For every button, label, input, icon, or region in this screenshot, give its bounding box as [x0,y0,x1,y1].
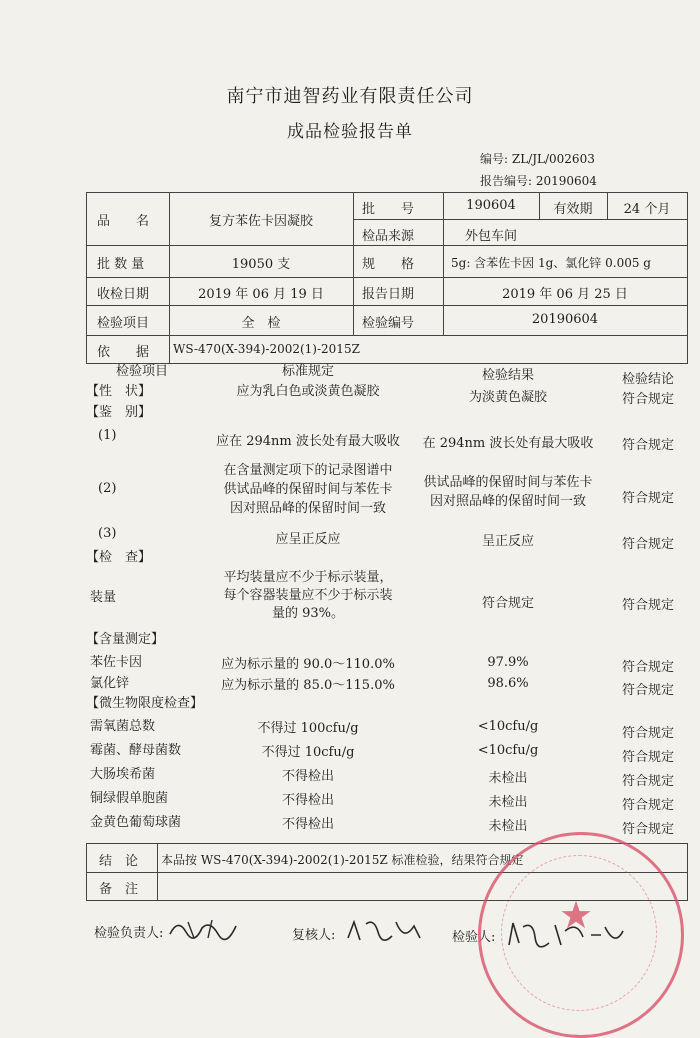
conclusion-value: 本品按 WS-470(X-394)-2002(1)-2015Z 标准检验，结果符合规定 [161,853,524,867]
product-label: 品 名 [97,214,150,229]
responsible-signature [168,914,238,947]
spec-value: 5g: 含苯佐卡因 1g、氯化锌 0.005 g [451,256,651,270]
test-item-label: 检验项目 [97,316,150,331]
m2-item: 霉菌、酵母菌数 [90,743,182,758]
m1-result: <10cfu/g [477,719,539,734]
source-value: 外包车间 [465,229,518,244]
appearance-standard: 应为乳白色或淡黄色凝胶 [236,384,380,399]
test-no-value: 20190604 [531,312,599,327]
m2-conclusion: 符合规定 [621,750,674,765]
batch-no-label: 批 号 [362,202,415,217]
m1-conclusion: 符合规定 [621,726,674,741]
report-date-label: 报告日期 [362,287,415,302]
id1-item: (1) [98,428,117,443]
section-microbial: 【微生物限度检查】 [86,696,204,711]
basis-label: 依 据 [97,345,150,360]
m5-item: 金黄色葡萄球菌 [90,815,182,830]
responsible-label: 检验负责人: [94,926,164,941]
inspector-label: 检验人: [452,930,496,945]
section-identification: 【鉴 别】 [86,405,152,420]
m5-conclusion: 符合规定 [621,822,674,837]
fill-conclusion: 符合规定 [621,598,674,613]
m4-item: 铜绿假单胞菌 [90,791,169,806]
conclusion-label: 结 论 [99,854,139,869]
m2-standard: 不得过 10cfu/g [261,745,355,760]
m3-item: 大肠埃希菌 [90,767,156,782]
quantity-label: 批 数 量 [97,257,145,272]
fill-item: 装量 [90,590,117,605]
reviewer-signature [344,916,424,951]
id2-item: (2) [98,481,117,496]
m1-item: 需氧菌总数 [90,719,156,734]
id1-conclusion: 符合规定 [621,438,674,453]
remark-label: 备 注 [99,882,139,897]
received-date-value: 2019 年 06 月 19 日 [198,287,324,302]
section-assay: 【含量测定】 [86,632,165,647]
id2-standard: 在含量测定项下的记录图谱中 供试品峰的保留时间与苯佐卡 因对照品峰的保留时间一致 [223,463,393,516]
batch-no-value: 190604 [466,198,516,213]
assay2-conclusion: 符合规定 [621,683,674,698]
m4-conclusion: 符合规定 [621,798,674,813]
quantity-value: 19050 支 [231,257,291,272]
company-seal [478,832,684,1038]
assay2-standard: 应为标示量的 85.0～115.0% [221,678,395,693]
id3-item: (3) [98,526,117,541]
assay1-item: 苯佐卡因 [90,655,143,670]
product-value: 复方苯佐卡因凝胶 [208,214,313,229]
reviewer-label: 复核人: [292,928,336,943]
basis-value: WS-470(X-394)-2002(1)-2015Z [173,342,360,356]
m3-result: 未检出 [488,771,528,786]
section-check: 【检 查】 [86,550,152,565]
col-conclusion: 检验结论 [621,372,674,387]
id2-result: 供试品峰的保留时间与苯佐卡 因对照品峰的保留时间一致 [423,475,593,509]
m1-standard: 不得过 100cfu/g [257,721,359,736]
assay1-result: 97.9% [487,655,529,670]
assay1-standard: 应为标示量的 90.0～110.0% [221,657,395,672]
id1-standard: 应在 294nm 波长处有最大吸收 [216,434,400,449]
col-item: 检验项目 [115,364,168,379]
m5-result: 未检出 [488,819,528,834]
expiry-label: 有效期 [553,202,593,217]
m3-conclusion: 符合规定 [621,774,674,789]
col-result: 检验结果 [481,368,534,383]
info-table [86,192,688,364]
id1-result: 在 294nm 波长处有最大吸收 [422,436,594,451]
id3-standard: 应呈正反应 [275,532,341,547]
test-item-value: 全 检 [241,316,281,331]
id3-result: 呈正反应 [481,534,534,549]
star-icon: ★ [559,893,594,937]
report-date-value: 2019 年 06 月 25 日 [502,287,628,302]
document-code: 编号: ZL/JL/002603 [480,152,595,166]
appearance-conclusion: 符合规定 [621,392,674,407]
spec-label: 规 格 [362,257,415,272]
m4-result: 未检出 [488,795,528,810]
id3-conclusion: 符合规定 [621,537,674,552]
assay2-result: 98.6% [487,676,529,691]
m3-standard: 不得检出 [281,769,334,784]
col-standard: 标准规定 [281,364,334,379]
company-name: 南宁市迪智药业有限责任公司 [226,86,474,107]
report-title: 成品检验报告单 [287,122,413,142]
m2-result: <10cfu/g [477,743,539,758]
report-number: 报告编号: 20190604 [480,174,597,188]
fill-standard: 平均装量应不少于标示装量， 每个容器装量应不少于标示装 量的 93%。 [223,570,393,621]
m4-standard: 不得检出 [281,793,334,808]
received-date-label: 收检日期 [97,287,150,302]
test-no-label: 检验编号 [362,316,415,331]
fill-result: 符合规定 [481,596,534,611]
m5-standard: 不得检出 [281,817,334,832]
expiry-value: 24 个月 [623,202,671,217]
appearance-result: 为淡黄色凝胶 [468,390,547,405]
id2-conclusion: 符合规定 [621,491,674,506]
section-appearance: 【性 状】 [86,384,152,399]
assay1-conclusion: 符合规定 [621,660,674,675]
source-label: 检品来源 [362,229,415,244]
assay2-item: 氯化锌 [90,676,130,691]
